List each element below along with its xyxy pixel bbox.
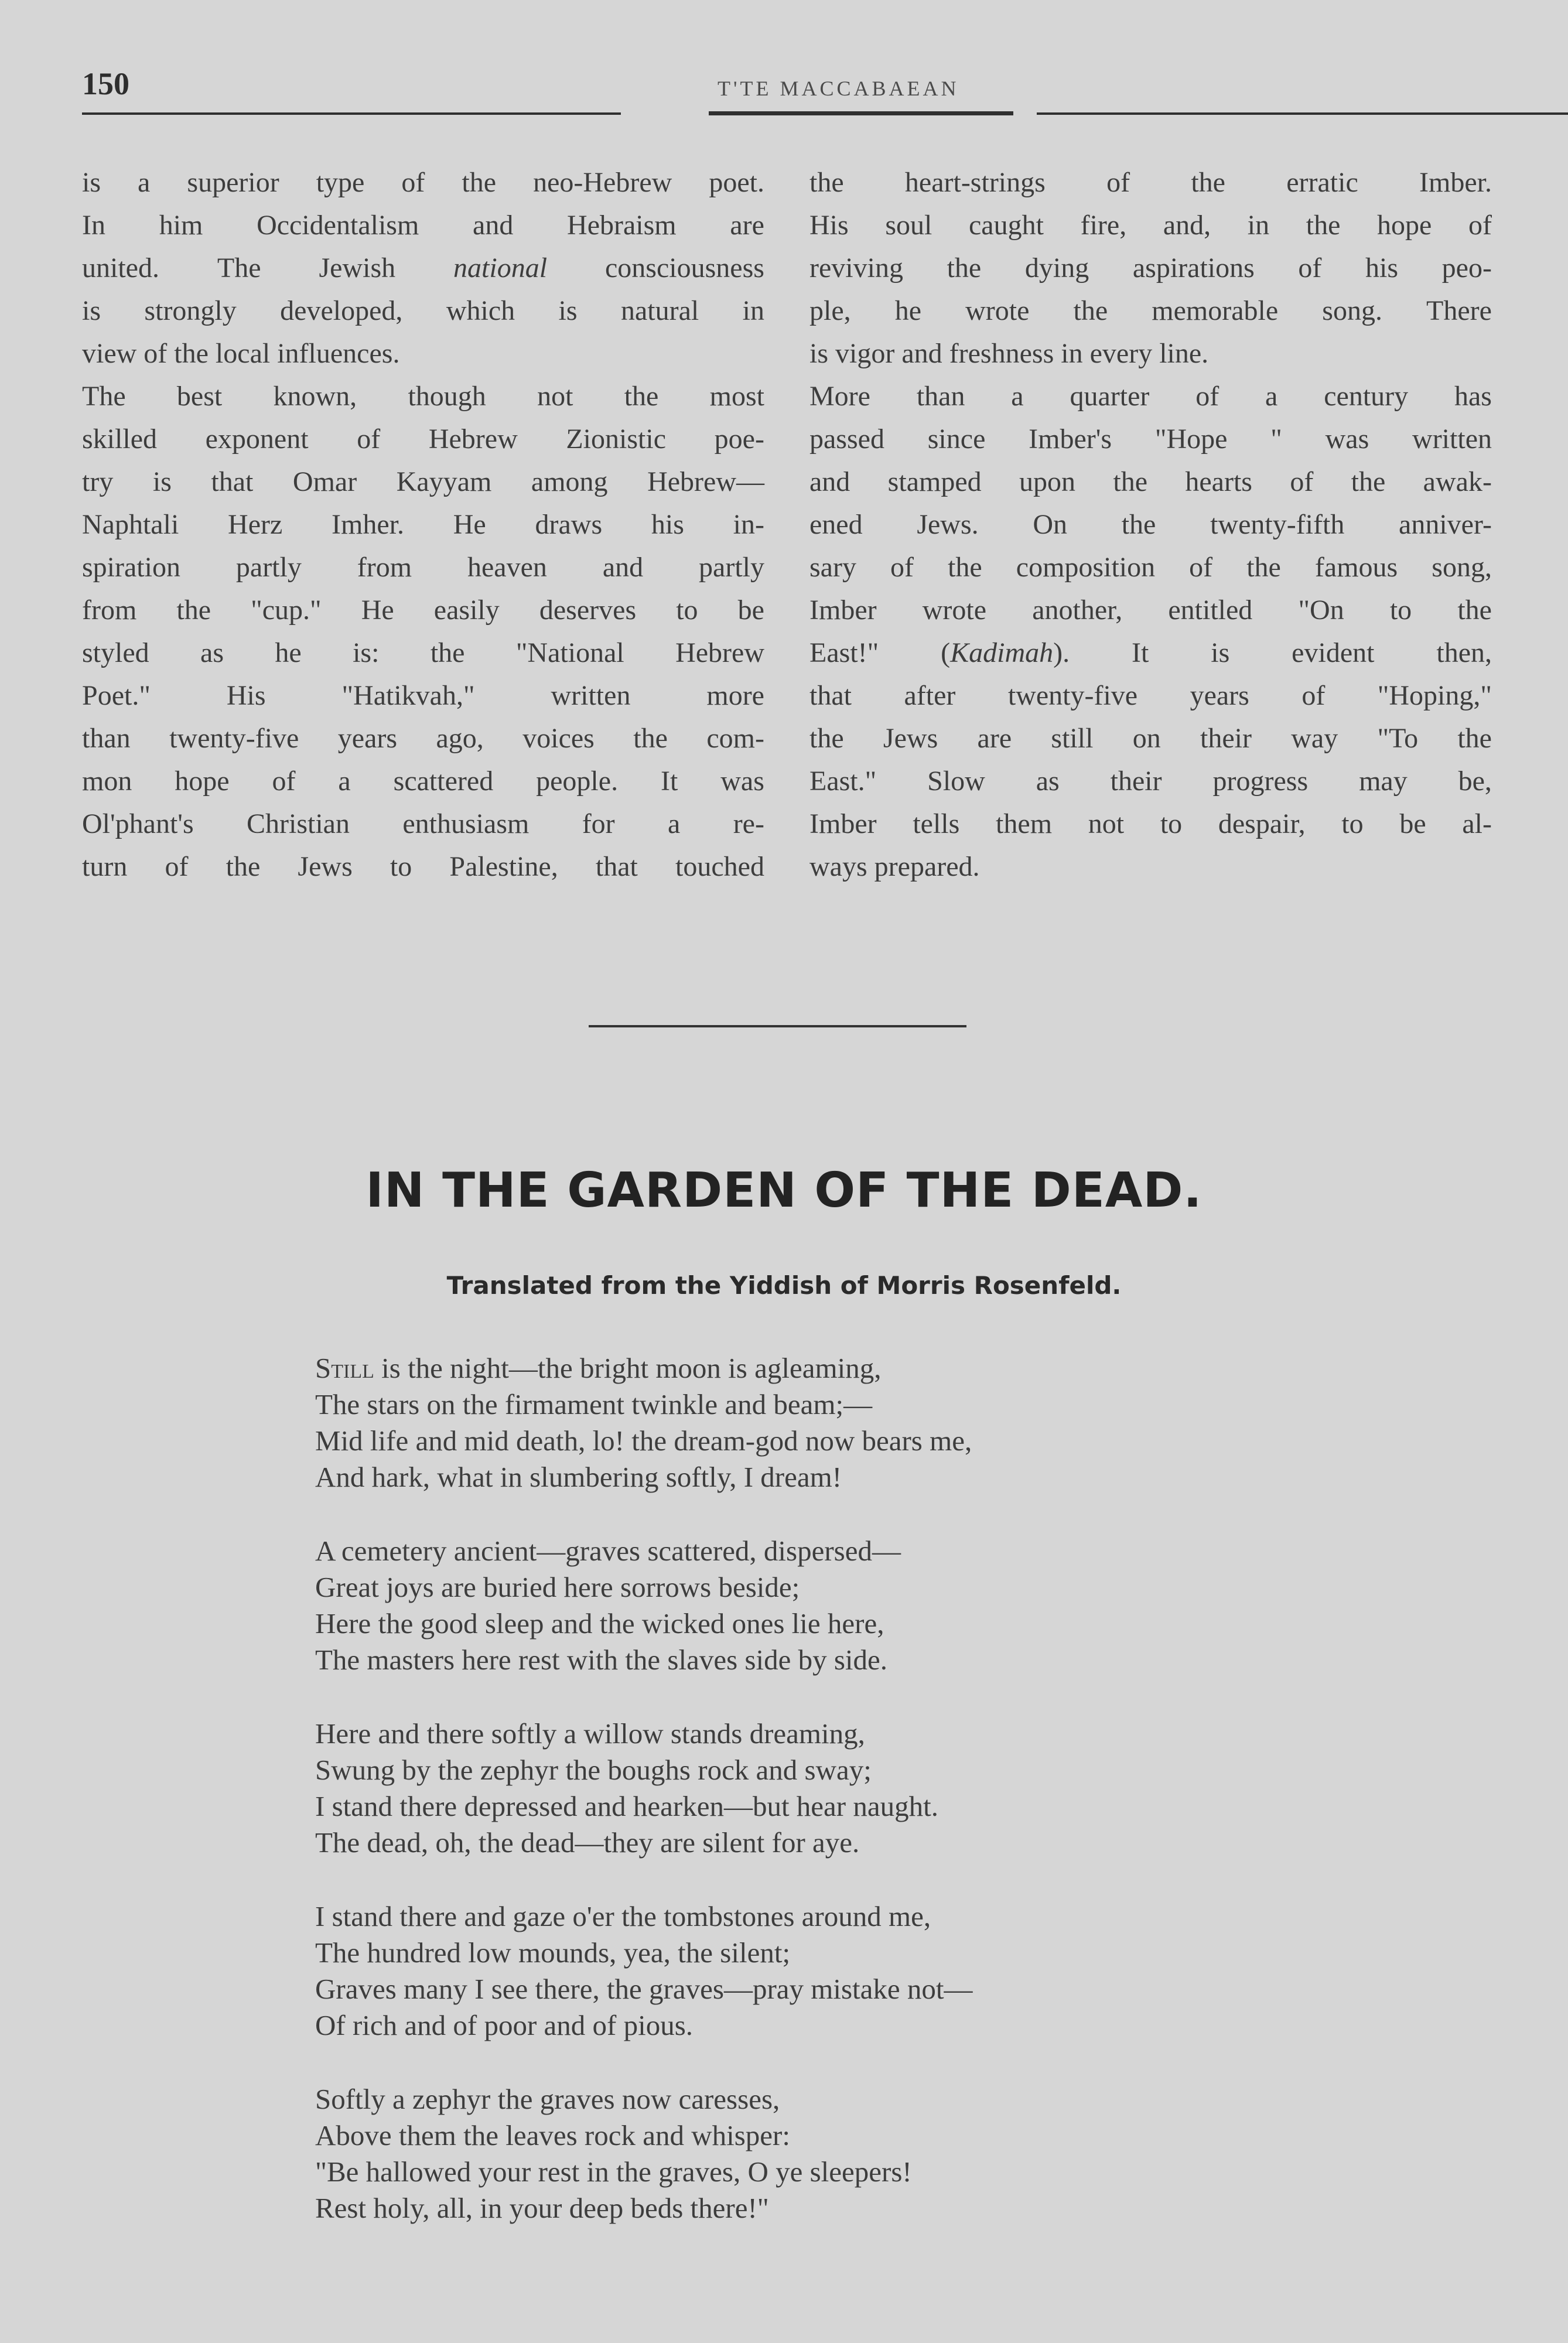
word: ago, bbox=[436, 723, 484, 754]
word: Imher. bbox=[332, 509, 405, 540]
poem-line: Swung by the zephyr the boughs rock and sway; bbox=[315, 1754, 872, 1786]
word: still bbox=[1051, 723, 1094, 754]
word: which bbox=[446, 295, 515, 326]
text-line bbox=[82, 674, 764, 717]
word: He bbox=[453, 509, 486, 540]
word: are bbox=[977, 723, 1012, 754]
word: skilled bbox=[82, 423, 157, 455]
text-line bbox=[82, 161, 764, 204]
word: is bbox=[1211, 637, 1230, 668]
poem-line: And hark, what in slumbering softly, I dream! bbox=[315, 1461, 842, 1493]
poem-line: The hundred low mounds, yea, the silent; bbox=[315, 1936, 791, 1969]
word: he bbox=[894, 295, 922, 326]
word: Poet." bbox=[82, 680, 151, 711]
word: the bbox=[1457, 595, 1492, 626]
word: the bbox=[1191, 167, 1225, 198]
poem-stanza bbox=[315, 1898, 1369, 2044]
word: memorable bbox=[1152, 295, 1279, 326]
word: On bbox=[1033, 509, 1068, 540]
word: has bbox=[1454, 381, 1492, 412]
word: ple, bbox=[809, 295, 851, 326]
word: touched bbox=[675, 851, 764, 882]
text-line bbox=[82, 802, 764, 845]
word: to bbox=[1341, 808, 1364, 839]
text-line bbox=[82, 760, 764, 802]
poem-line: The dead, oh, the dead—they are silent for aye. bbox=[315, 1826, 860, 1859]
word: partly bbox=[699, 552, 764, 583]
word: Occidentalism bbox=[257, 210, 419, 241]
word: the bbox=[624, 381, 659, 412]
word: Slow bbox=[927, 766, 985, 797]
word: sary bbox=[809, 552, 856, 583]
poem-subtitle: Translated from the Yiddish of Morris Rosenfeld. bbox=[446, 1271, 1122, 1300]
word: is bbox=[82, 295, 101, 326]
word: al- bbox=[1462, 808, 1492, 839]
word: East." bbox=[809, 766, 877, 797]
text-line bbox=[809, 802, 1492, 845]
word: It bbox=[661, 766, 678, 797]
text-line bbox=[82, 845, 764, 888]
word: Herz bbox=[228, 509, 283, 540]
text-line bbox=[809, 503, 1492, 546]
word: Hebraism bbox=[567, 210, 677, 241]
word: than bbox=[916, 381, 965, 412]
word: the bbox=[948, 552, 982, 583]
word: of bbox=[272, 766, 296, 797]
word: people. bbox=[536, 766, 619, 797]
word: Naphtali bbox=[82, 509, 179, 540]
text-line bbox=[809, 161, 1492, 204]
word: best bbox=[176, 381, 223, 412]
word: and bbox=[809, 466, 850, 497]
word: heart-strings bbox=[904, 167, 1046, 198]
word: the bbox=[1121, 509, 1156, 540]
word: East!" bbox=[809, 637, 879, 668]
text-line bbox=[82, 503, 764, 546]
word: for bbox=[582, 808, 615, 839]
poem-stanza bbox=[315, 1716, 1369, 1861]
text-line bbox=[809, 589, 1492, 631]
word: a bbox=[138, 167, 151, 198]
word: wrote bbox=[922, 595, 987, 626]
running-header bbox=[82, 66, 1494, 118]
poem-stanza bbox=[315, 1533, 1369, 1678]
word: hearts bbox=[1185, 466, 1252, 497]
header-rule-middle bbox=[709, 111, 1013, 115]
word: styled bbox=[82, 637, 149, 668]
word: poe- bbox=[714, 423, 764, 455]
text-line bbox=[809, 247, 1492, 289]
word: consciousness bbox=[604, 252, 764, 284]
word: the bbox=[809, 167, 844, 198]
text-line bbox=[809, 289, 1492, 332]
word: "National bbox=[515, 637, 624, 668]
poem-line bbox=[315, 1350, 1369, 1386]
word: deserves bbox=[539, 595, 637, 626]
word: Omar bbox=[292, 466, 357, 497]
word: " bbox=[1270, 423, 1282, 455]
word: the bbox=[1306, 210, 1341, 241]
word: neo-Hebrew bbox=[533, 167, 672, 198]
poem-line: Great joys are buried here sorrows beside; bbox=[315, 1571, 800, 1603]
word: that bbox=[809, 680, 852, 711]
word: "cup." bbox=[251, 595, 322, 626]
text-line: is vigor and freshness in every line. bbox=[809, 338, 1209, 369]
word: hope bbox=[1377, 210, 1432, 241]
poem-line: Rest holy, all, in your deep beds there!" bbox=[315, 2192, 769, 2224]
word: scattered bbox=[393, 766, 494, 797]
word: then, bbox=[1436, 637, 1492, 668]
word: In bbox=[82, 210, 105, 241]
word: most bbox=[709, 381, 764, 412]
right-text-column bbox=[809, 161, 1492, 888]
word: mon bbox=[82, 766, 132, 797]
word: "Hoping," bbox=[1377, 680, 1492, 711]
text-line: view of the local influences. bbox=[82, 338, 400, 369]
word: known, bbox=[273, 381, 357, 412]
word: of bbox=[1298, 252, 1322, 284]
word: composition bbox=[1016, 552, 1156, 583]
word: aspirations bbox=[1132, 252, 1255, 284]
text-line bbox=[809, 375, 1492, 418]
poem-line: I stand there and gaze o'er the tombstones around me, bbox=[315, 1900, 931, 1932]
word: that bbox=[595, 851, 638, 882]
text-line bbox=[809, 460, 1492, 503]
word: to bbox=[1389, 595, 1412, 626]
text-line bbox=[809, 760, 1492, 802]
word: type bbox=[316, 167, 365, 198]
page-number: 150 bbox=[82, 66, 129, 101]
poem-line: Softly a zephyr the graves now caresses, bbox=[315, 2083, 780, 2115]
word: Imber's bbox=[1029, 423, 1112, 455]
word: The bbox=[82, 381, 126, 412]
word: of bbox=[1468, 210, 1492, 241]
word: caught bbox=[968, 210, 1044, 241]
word: awak- bbox=[1423, 466, 1492, 497]
word: hope bbox=[175, 766, 230, 797]
word: (Kadimah). bbox=[941, 637, 1070, 668]
text-line: ways prepared. bbox=[809, 851, 980, 882]
poem-line: "Be hallowed your rest in the graves, O ye sleepers! bbox=[315, 2156, 912, 2188]
word: the bbox=[1351, 466, 1386, 497]
word: though bbox=[408, 381, 486, 412]
word: to bbox=[676, 595, 698, 626]
word: He bbox=[361, 595, 394, 626]
text-line bbox=[82, 717, 764, 760]
poem-line: I stand there depressed and hearken—but hear naught. bbox=[315, 1790, 938, 1822]
word: written bbox=[1412, 423, 1492, 455]
word: soul bbox=[885, 210, 932, 241]
word: twenty-fifth bbox=[1210, 509, 1345, 540]
word: superior bbox=[187, 167, 279, 198]
word: the bbox=[1457, 723, 1492, 754]
word: united. bbox=[82, 252, 159, 284]
word: upon bbox=[1019, 466, 1075, 497]
word: of bbox=[1290, 466, 1314, 497]
word: from bbox=[357, 552, 412, 583]
word: More bbox=[809, 381, 870, 412]
word: "To bbox=[1377, 723, 1419, 754]
word: Ol'phant's bbox=[82, 808, 194, 839]
poem-line: Of rich and of poor and of pious. bbox=[315, 2009, 694, 2041]
section-divider bbox=[589, 1025, 966, 1027]
text-line bbox=[82, 204, 764, 247]
word: passed bbox=[809, 423, 884, 455]
text-line bbox=[809, 204, 1492, 247]
word: tells bbox=[913, 808, 960, 839]
word: the bbox=[430, 637, 465, 668]
word: are bbox=[730, 210, 764, 241]
word: not bbox=[537, 381, 573, 412]
poem-line: Above them the leaves rock and whisper: bbox=[315, 2119, 790, 2151]
word: strongly bbox=[144, 295, 237, 326]
word: reviving bbox=[809, 252, 903, 284]
word: Jews bbox=[883, 723, 938, 754]
word: of bbox=[1301, 680, 1326, 711]
word: their bbox=[1200, 723, 1252, 754]
word: re- bbox=[733, 808, 764, 839]
word: than bbox=[82, 723, 131, 754]
word: after bbox=[904, 680, 956, 711]
word: Hebrew bbox=[428, 423, 518, 455]
word: is: bbox=[353, 637, 380, 668]
word: spiration bbox=[82, 552, 180, 583]
word: be bbox=[737, 595, 764, 626]
text-line bbox=[809, 546, 1492, 589]
word: peo- bbox=[1441, 252, 1492, 284]
word: Jews bbox=[298, 851, 353, 882]
text-line bbox=[809, 631, 1492, 674]
word: quarter bbox=[1070, 381, 1150, 412]
word: to bbox=[1160, 808, 1183, 839]
word: song, bbox=[1432, 552, 1492, 583]
word: partly bbox=[235, 552, 302, 583]
poem-first-word: Still bbox=[315, 1352, 374, 1384]
word: entitled bbox=[1168, 595, 1253, 626]
word: his bbox=[651, 509, 684, 540]
word: the bbox=[947, 252, 982, 284]
poem-stanza bbox=[315, 1350, 1369, 1495]
poem-line: Mid life and mid death, lo! the dream-god now bears me, bbox=[315, 1425, 972, 1457]
word: a bbox=[338, 766, 351, 797]
text-line bbox=[82, 631, 764, 674]
left-text-column bbox=[82, 161, 764, 888]
word: erratic bbox=[1286, 167, 1358, 198]
word: that bbox=[211, 466, 254, 497]
word: and, bbox=[1163, 210, 1211, 241]
poem-line: The stars on the firmament twinkle and beam;— bbox=[315, 1388, 873, 1420]
word: not bbox=[1088, 808, 1125, 839]
word: and bbox=[602, 552, 644, 583]
word: Kayyam bbox=[396, 466, 492, 497]
word: his bbox=[1365, 252, 1399, 284]
word: The bbox=[217, 252, 261, 284]
poem-line: A cemetery ancient—graves scattered, dispersed— bbox=[315, 1535, 901, 1567]
word: heaven bbox=[467, 552, 547, 583]
word: Jewish bbox=[319, 252, 396, 284]
word: developed, bbox=[280, 295, 403, 326]
word: of bbox=[1195, 381, 1219, 412]
text-line bbox=[809, 674, 1492, 717]
word: to bbox=[390, 851, 412, 882]
word: Christian bbox=[246, 808, 350, 839]
text-line bbox=[82, 546, 764, 589]
word: as bbox=[1036, 766, 1060, 797]
word: of bbox=[890, 552, 914, 583]
word: he bbox=[275, 637, 302, 668]
word: national bbox=[453, 252, 548, 284]
text-line bbox=[82, 418, 764, 460]
word: be bbox=[1399, 808, 1426, 839]
word: the bbox=[1246, 552, 1281, 583]
poem-line: Graves many I see there, the graves—pray mistake not— bbox=[315, 1973, 973, 2005]
word: in bbox=[1247, 210, 1270, 241]
word: poet. bbox=[709, 167, 764, 198]
word: the bbox=[1073, 295, 1108, 326]
word: twenty-five bbox=[1007, 680, 1138, 711]
word: Imber bbox=[809, 595, 877, 626]
word: as bbox=[200, 637, 224, 668]
word: written bbox=[551, 680, 631, 711]
header-rule-right bbox=[1037, 112, 1568, 115]
poem-title: IN THE GARDEN OF THE DEAD. bbox=[365, 1163, 1203, 1218]
word: despair, bbox=[1218, 808, 1306, 839]
word: Imber bbox=[809, 808, 877, 839]
word: It bbox=[1132, 637, 1149, 668]
word: in- bbox=[733, 509, 764, 540]
word: a bbox=[668, 808, 681, 839]
word: ened bbox=[809, 509, 863, 540]
word: draws bbox=[535, 509, 603, 540]
word: Zionistic bbox=[566, 423, 667, 455]
word: natural bbox=[620, 295, 699, 326]
word: a bbox=[1011, 381, 1024, 412]
text-line bbox=[82, 460, 764, 503]
word: His bbox=[226, 680, 266, 711]
poem-line: Here and there softly a willow stands dreaming, bbox=[315, 1717, 865, 1750]
text-line bbox=[82, 589, 764, 631]
word: since bbox=[927, 423, 986, 455]
word: more bbox=[706, 680, 764, 711]
word: "Hatikvah," bbox=[341, 680, 475, 711]
word: them bbox=[996, 808, 1053, 839]
poem-body bbox=[315, 1350, 1369, 2264]
word: of bbox=[1189, 552, 1213, 583]
word: easily bbox=[433, 595, 500, 626]
word: twenty-five bbox=[169, 723, 299, 754]
word: wrote bbox=[965, 295, 1030, 326]
word: and bbox=[473, 210, 514, 241]
word: stamped bbox=[887, 466, 982, 497]
text-line bbox=[82, 247, 764, 289]
word: the bbox=[176, 595, 211, 626]
word: "On bbox=[1298, 595, 1344, 626]
word: Jews. bbox=[917, 509, 979, 540]
word: among bbox=[531, 466, 608, 497]
word: the bbox=[809, 723, 844, 754]
word: dying bbox=[1024, 252, 1089, 284]
word: way bbox=[1291, 723, 1338, 754]
word: him bbox=[159, 210, 203, 241]
word: century bbox=[1324, 381, 1409, 412]
text-line bbox=[82, 289, 764, 332]
word: progress bbox=[1212, 766, 1309, 797]
word: was bbox=[1325, 423, 1369, 455]
word: "Hope bbox=[1154, 423, 1228, 455]
word: in bbox=[742, 295, 764, 326]
word: may bbox=[1359, 766, 1408, 797]
word: another, bbox=[1032, 595, 1123, 626]
word: a bbox=[1265, 381, 1278, 412]
word: was bbox=[720, 766, 764, 797]
word: is bbox=[82, 167, 101, 198]
word: famous bbox=[1314, 552, 1398, 583]
poem-line-text: is the night—the bright moon is agleaming, bbox=[374, 1352, 882, 1384]
text-line bbox=[809, 418, 1492, 460]
word: try bbox=[82, 466, 114, 497]
word: Imber. bbox=[1419, 167, 1492, 198]
word: the bbox=[226, 851, 261, 882]
word: on bbox=[1132, 723, 1161, 754]
poem-stanza bbox=[315, 2081, 1369, 2226]
word: the bbox=[1113, 466, 1147, 497]
word: the bbox=[462, 167, 497, 198]
word: years bbox=[1190, 680, 1249, 711]
word: is bbox=[558, 295, 578, 326]
word: enthusiasm bbox=[402, 808, 530, 839]
word: of bbox=[401, 167, 425, 198]
word: be, bbox=[1458, 766, 1492, 797]
word: the bbox=[633, 723, 668, 754]
word: There bbox=[1426, 295, 1492, 326]
word: Palestine, bbox=[449, 851, 558, 882]
poem-line: The masters here rest with the slaves side by side. bbox=[315, 1644, 888, 1676]
word: Hebrew— bbox=[647, 466, 764, 497]
word: of bbox=[357, 423, 381, 455]
poem-line: Here the good sleep and the wicked ones lie here, bbox=[315, 1607, 884, 1640]
running-title: T'TE MACCABAEAN bbox=[718, 77, 959, 100]
text-line bbox=[82, 375, 764, 418]
word: evident bbox=[1292, 637, 1375, 668]
text-line bbox=[809, 717, 1492, 760]
word: exponent bbox=[205, 423, 309, 455]
word: song. bbox=[1322, 295, 1382, 326]
word: years bbox=[337, 723, 398, 754]
word: of bbox=[165, 851, 189, 882]
word: of bbox=[1106, 167, 1130, 198]
word: voices bbox=[522, 723, 595, 754]
word: anniver- bbox=[1399, 509, 1492, 540]
word: fire, bbox=[1080, 210, 1127, 241]
word: from bbox=[82, 595, 137, 626]
word: Hebrew bbox=[675, 637, 764, 668]
word: turn bbox=[82, 851, 128, 882]
word: His bbox=[809, 210, 849, 241]
word: is bbox=[152, 466, 172, 497]
word: their bbox=[1110, 766, 1162, 797]
header-rule-left bbox=[82, 112, 621, 115]
word: com- bbox=[706, 723, 764, 754]
